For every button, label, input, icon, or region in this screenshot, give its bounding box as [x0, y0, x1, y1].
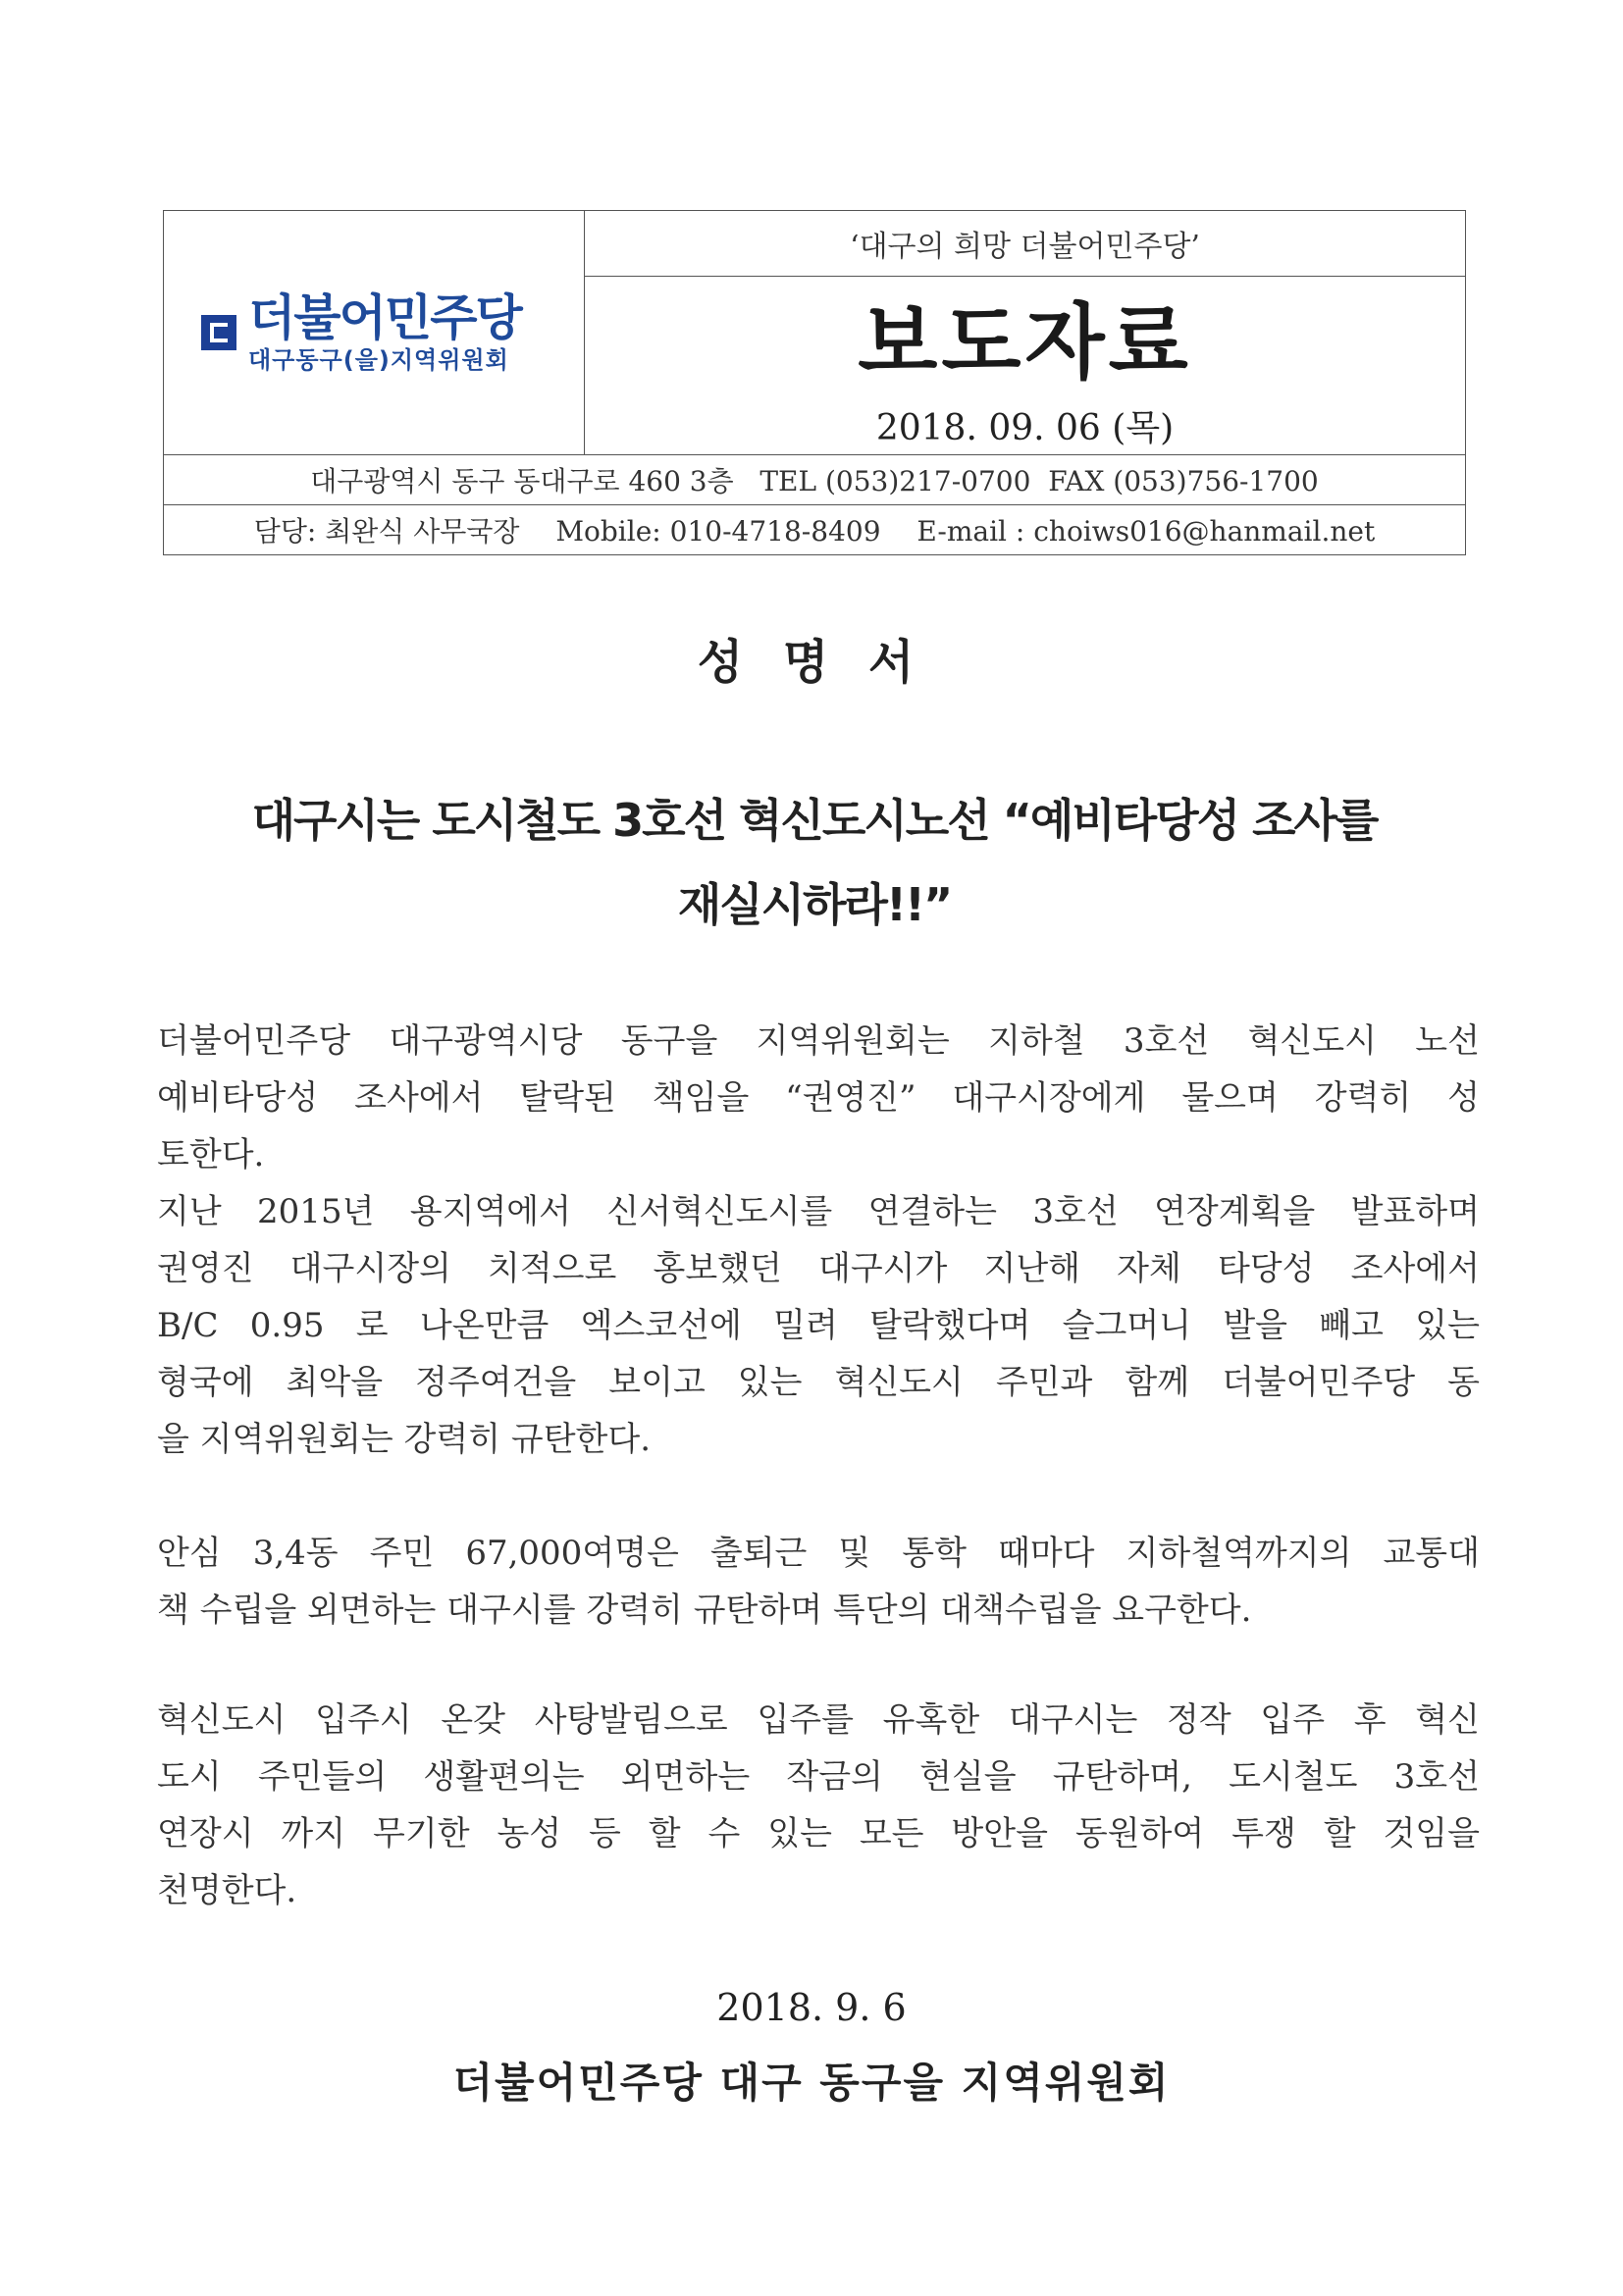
paragraph-line: 권영진 대구시장의 치적으로 홍보했던 대구시가 지난해 자체 타당성 조사에서 — [157, 1249, 1480, 1288]
paragraph-line: 도시 주민들의 생활편의는 외면하는 작금의 현실을 규탄하며, 도시철도 3호선 — [157, 1757, 1480, 1797]
statement-heading: 성 명 서 — [697, 635, 926, 690]
party-logo-icon — [201, 315, 236, 350]
headline-line-1: 대구시는 도시철도 3호선 혁신도시노선 “예비타당성 조사를 — [251, 794, 1378, 847]
footer-organization: 더불어민주당 대구 동구을 지역위원회 — [452, 2059, 1171, 2107]
headline-line-2: 재실시하라!!” — [677, 878, 952, 931]
paragraph-line: 혁신도시 입주시 온갖 사탕발림으로 입주를 유혹한 대구시는 정작 입주 후 혁신 — [157, 1700, 1480, 1740]
paragraph-line: 더불어민주당 대구광역시당 동구을 지역위원회는 지하철 3호선 혁신도시 노선 — [157, 1021, 1480, 1061]
paragraph-line: 예비타당성 조사에서 탈락된 책임을 “권영진” 대구시장에게 물으며 강력히 성 — [157, 1078, 1480, 1118]
contact-mobile: Mobile: 010-4718-8409 — [555, 515, 881, 548]
paragraph-line: 연장시 까지 무기한 농성 등 할 수 있는 모든 방안을 동원하여 투쟁 할 것임을 — [157, 1814, 1480, 1853]
paragraph-1 — [157, 1013, 1480, 1183]
party-logo-cell — [164, 211, 585, 455]
paragraph-line: B/C 0.95 로 나온만큼 엑스코선에 밀려 탈락했다며 슬그머니 발을 빼고 있는 — [157, 1306, 1480, 1345]
paragraph-line: 형국에 최악을 정주여건을 보이고 있는 혁신도시 주민과 함께 더불어민주당 동 — [157, 1363, 1480, 1402]
contact-person: 담당: 최완식 사무국장 — [253, 515, 520, 548]
paragraph-line: 을 지역위원회는 강력히 규탄한다. — [157, 1420, 652, 1459]
office-address: 대구광역시 동구 동대구로 460 3층 TEL (053)217-0700 FAX (053)756-1700 — [164, 455, 1466, 505]
document-title: 보도자료 — [585, 277, 1466, 396]
release-date: 2018. 09. 06 (목) — [585, 395, 1466, 455]
footer-date: 2018. 9. 6 — [716, 1986, 907, 2029]
paragraph-line: 지난 2015년 용지역에서 신서혁신도시를 연결하는 3호선 연장계획을 발표하며 — [157, 1192, 1480, 1231]
contact-info — [164, 505, 1466, 555]
party-logo — [164, 290, 584, 375]
logo-committee-name: 대구동구(을)지역위원회 — [248, 346, 509, 374]
paragraph-line: 토한다. — [157, 1135, 265, 1174]
paragraph-line: 천명한다. — [157, 1871, 297, 1910]
slogan: ‘대구의 희망 더불어민주당’ — [585, 211, 1466, 277]
paragraph-4 — [157, 1692, 1480, 1919]
paragraph-3 — [157, 1525, 1480, 1639]
press-release-header — [163, 210, 1466, 555]
logo-party-name: 더불어민주당 — [248, 289, 521, 346]
paragraph-line: 안심 3,4동 주민 67,000여명은 출퇴근 및 통학 때마다 지하철역까지의 교통대 — [157, 1534, 1480, 1573]
paragraph-line: 책 수립을 외면하는 대구시를 강력히 규탄하며 특단의 대책수립을 요구한다. — [157, 1591, 1252, 1630]
paragraph-2 — [157, 1183, 1480, 1468]
contact-email: E-mail : choiws016@hanmail.net — [916, 515, 1376, 548]
